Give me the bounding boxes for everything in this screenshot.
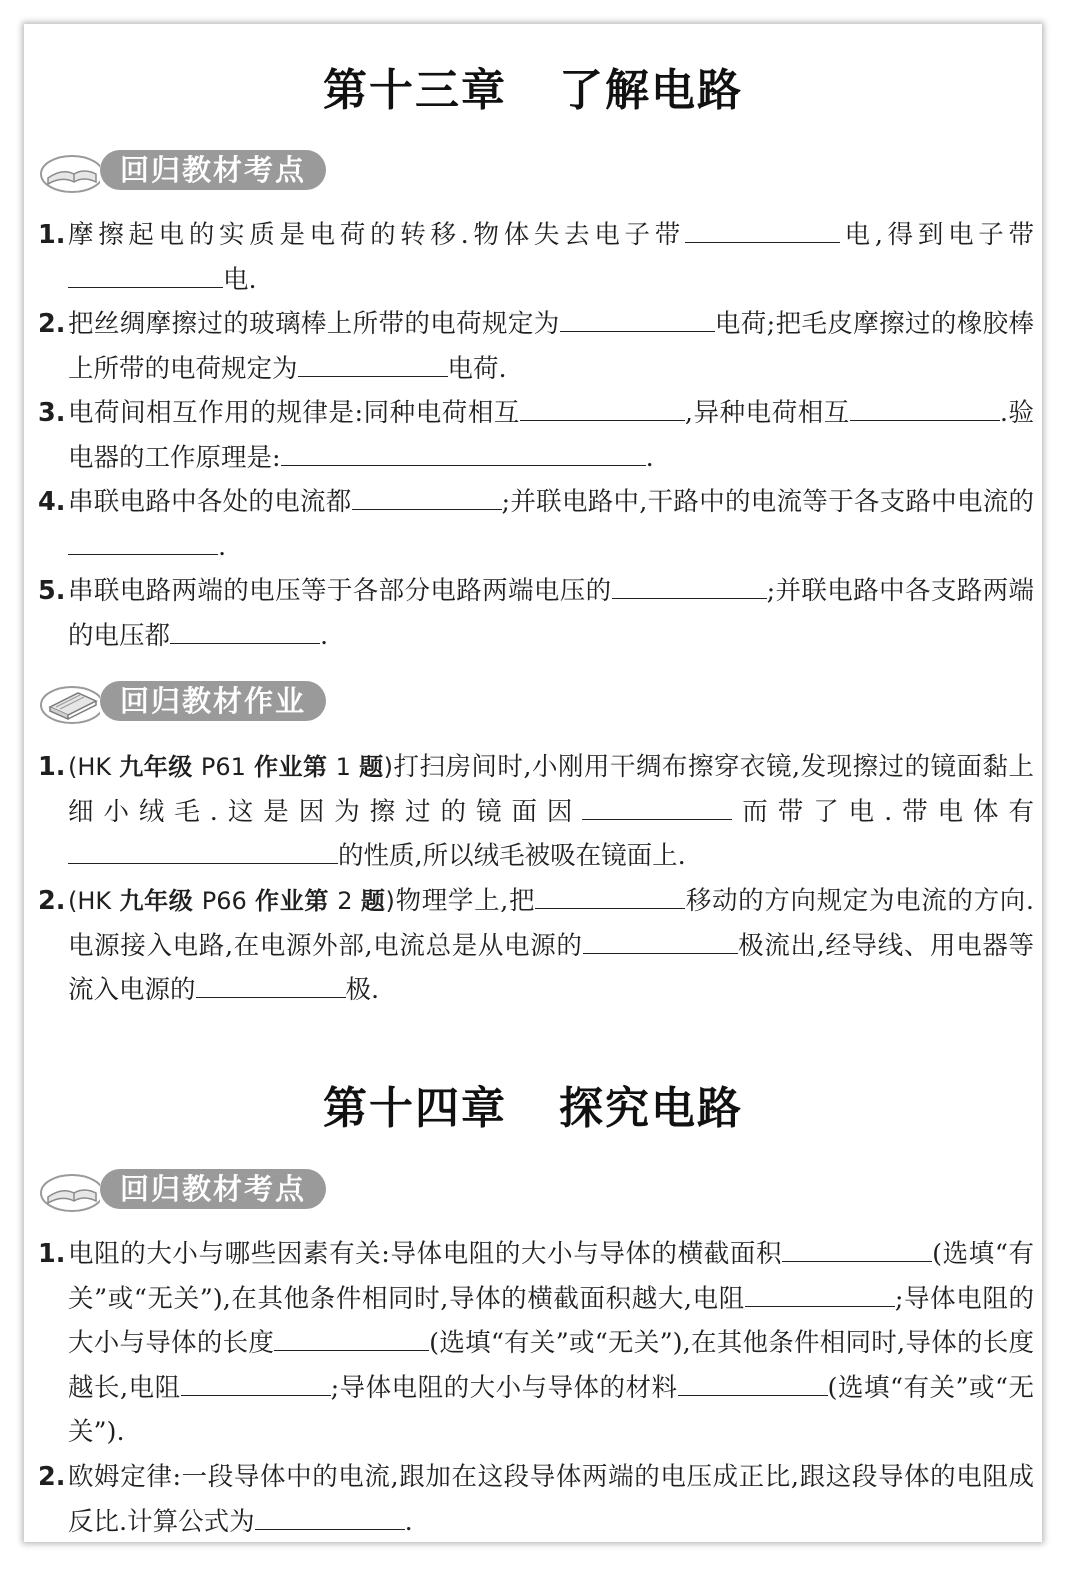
section-banner-homework — [38, 681, 338, 725]
answer-blank[interactable] — [255, 1503, 405, 1530]
answer-blank[interactable] — [281, 439, 646, 466]
question-text: 把丝绸摩擦过的玻璃棒上所带的电荷规定为 — [68, 309, 560, 339]
question-text: .验电器的工作原理是: — [68, 398, 1035, 473]
answer-blank[interactable] — [582, 793, 732, 820]
question-item — [38, 213, 1034, 302]
closed-book-icon — [38, 681, 100, 725]
question-item — [38, 391, 1034, 480]
answer-blank[interactable] — [181, 1369, 331, 1396]
question-text: 电荷间相互作用的规律是:同种电荷相互 — [68, 398, 520, 428]
question-number: 2. — [38, 309, 66, 339]
answer-blank[interactable] — [678, 1369, 828, 1396]
answer-blank[interactable] — [520, 394, 685, 421]
question-text: (选填“有关”或“无关”),在其他条件相同时,导体的横截面积越大,电阻 — [68, 1239, 1034, 1314]
answer-blank[interactable] — [685, 216, 840, 243]
question-number: 1. — [38, 752, 66, 782]
question-text: 打扫房间时,小刚用干绸布擦穿衣镜,发现擦过的镜面黏上细小绒毛.这是因为擦过的镜面因 — [68, 752, 1035, 827]
chapter-13-name: 了解电路 — [559, 65, 743, 116]
answer-blank[interactable] — [68, 837, 338, 864]
chapter-14-number: 第十四章 — [323, 1083, 507, 1134]
question-text: ,异种电荷相互 — [684, 398, 850, 428]
question-text: (选填“有关”或“无关”). — [68, 1372, 1035, 1447]
question-text: 串联电路两端的电压等于各部分电路两端电压的 — [68, 576, 612, 606]
question-text: ;导体电阻的大小与导体的材料 — [330, 1372, 678, 1403]
question-item — [38, 1232, 1034, 1455]
question-item — [38, 480, 1034, 569]
question-number: 2. — [38, 1462, 66, 1492]
answer-blank[interactable] — [560, 305, 715, 332]
open-book-icon — [38, 150, 100, 194]
question-number: 5. — [38, 576, 66, 606]
answer-blank[interactable] — [782, 1235, 932, 1262]
question-number: 1. — [38, 1239, 66, 1269]
section-banner-review-1 — [38, 150, 338, 194]
question-number: 3. — [38, 398, 66, 428]
banner-label: 回归教材考点 — [100, 150, 326, 190]
chapter-14-title — [24, 1072, 1042, 1136]
answer-blank[interactable] — [745, 1280, 895, 1307]
chapter-14-name: 探究电路 — [559, 1083, 743, 1134]
answer-blank[interactable] — [850, 394, 1000, 421]
question-text: ;并联电路中,干路中的电流等于各支路中电流的 — [501, 487, 1034, 517]
answer-blank[interactable] — [612, 572, 767, 599]
question-text: 极流出,经导线、用电器等流入电源的 — [68, 930, 1035, 1005]
homework-item — [38, 879, 1034, 1013]
question-text: 电荷. — [447, 353, 507, 384]
question-text: 电,得到电子带 — [839, 220, 1035, 250]
question-text: 而带了电.带电体有 — [732, 796, 1035, 827]
question-text: 摩擦起电的实质是电荷的转移.物体失去电子带 — [68, 220, 685, 250]
question-text: 极. — [345, 975, 380, 1005]
question-text: 电阻的大小与哪些因素有关:导体电阻的大小与导体的横截面积 — [68, 1239, 783, 1269]
question-text: ;并联电路中各支路两端的电压都 — [68, 576, 1034, 651]
question-text: 移动的方向规定为电流的方向.电源接入电路,在电源外部,电流总是从电源的 — [68, 886, 1035, 961]
question-text: 欧姆定律:一段导体中的电流,跟加在这段导体两端的电压成正比,跟这段导体的电阻成反比.计算公式为 — [68, 1462, 1034, 1537]
question-text: . — [320, 620, 329, 651]
answer-blank[interactable] — [170, 617, 320, 644]
answer-blank[interactable] — [68, 261, 223, 288]
question-item — [38, 302, 1034, 391]
question-number: 2. — [38, 886, 66, 916]
answer-blank[interactable] — [68, 528, 218, 555]
answer-blank[interactable] — [298, 350, 448, 377]
homework-item — [38, 745, 1034, 879]
question-number: 1. — [38, 220, 66, 250]
answer-blank[interactable] — [196, 971, 346, 998]
answer-blank[interactable] — [274, 1324, 429, 1351]
question-text: . — [645, 442, 654, 473]
question-text: 电. — [223, 264, 257, 295]
banner-label: 回归教材作业 — [100, 681, 326, 721]
question-text: 物理学上,把 — [394, 886, 536, 916]
question-number: 4. — [38, 487, 66, 517]
chapter-13-number: 第十三章 — [323, 65, 507, 116]
answer-blank[interactable] — [583, 927, 738, 954]
banner-label: 回归教材考点 — [100, 1169, 326, 1209]
question-text: 的性质,所以绒毛被吸在镜面上. — [338, 841, 686, 871]
textbook-reference: (HK 九年级 P61 作业第 1 题) — [68, 753, 393, 781]
question-item — [38, 1455, 1034, 1542]
textbook-reference: (HK 九年级 P66 作业第 2 题) — [68, 887, 395, 915]
question-text: 串联电路中各处的电流都 — [68, 487, 352, 517]
question-text: (选填“有关”或“无关”),在其他条件相同时,导体的长度越长,电阻 — [68, 1328, 1034, 1403]
answer-blank[interactable] — [535, 882, 685, 909]
question-item — [38, 569, 1034, 658]
question-text: . — [404, 1506, 413, 1537]
question-text: ;导体电阻的大小与导体的长度 — [68, 1283, 1034, 1358]
section-banner-review-2 — [38, 1169, 338, 1213]
open-book-icon — [38, 1169, 100, 1213]
question-text: . — [218, 531, 227, 562]
answer-blank[interactable] — [352, 483, 502, 510]
chapter-13-title — [24, 54, 1042, 118]
textbook-page — [24, 24, 1042, 1542]
question-text: 电荷;把毛皮摩擦过的橡胶棒上所带的电荷规定为 — [68, 309, 1034, 384]
